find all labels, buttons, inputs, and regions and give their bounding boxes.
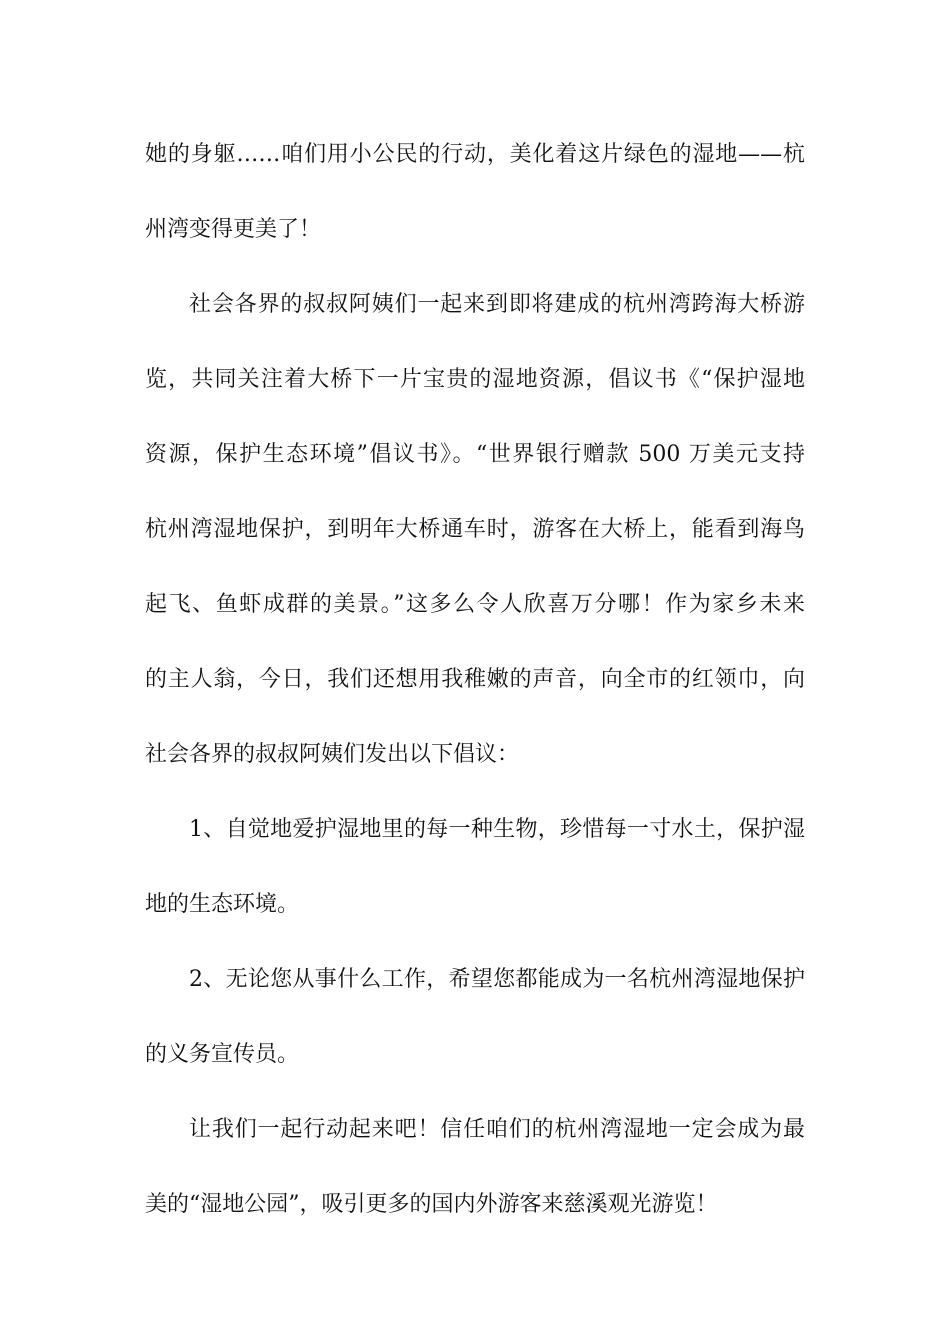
text-line: 览，共同关注着大桥下一片宝贵的湿地资源，倡议书《“保护湿地: [145, 367, 805, 392]
text-line: 地的生态环境。: [145, 892, 300, 917]
paragraph-first-line: 社会各界的叔叔阿姨们一起来到即将建成的杭州湾跨海大桥游: [189, 292, 805, 317]
text-line: 资源，保护生态环境”倡议书》。“世界银行赠款 500 万美元支持: [145, 442, 805, 467]
paragraph-first-line: 让我们一起行动起来吧！信任咱们的杭州湾湿地一定会成为最: [189, 1117, 805, 1142]
text-line: 美的“湿地公园”，吸引更多的国内外游客来慈溪观光游览！: [145, 1192, 718, 1217]
text-line: 州湾变得更美了！: [145, 217, 322, 242]
text-line: 她的身躯……咱们用小公民的行动，美化着这片绿色的湿地——杭: [145, 142, 805, 167]
text-line: 的义务宣传员。: [145, 1042, 300, 1067]
text-line: 的主人翁，今日，我们还想用我稚嫩的声音，向全市的红领巾，向: [145, 667, 805, 692]
text-line: 杭州湾湿地保护，到明年大桥通车时，游客在大桥上，能看到海鸟: [145, 517, 805, 542]
text-line: 社会各界的叔叔阿姨们发出以下倡议：: [145, 742, 520, 767]
text-line: 起飞、鱼虾成群的美景。”这多么令人欣喜万分哪！作为家乡未来: [145, 592, 805, 617]
proposal-item-2: 2、无论您从事什么工作，希望您都能成为一名杭州湾湿地保护: [189, 967, 805, 992]
proposal-item-1: 1、自觉地爱护湿地里的每一种生物，珍惜每一寸水土，保护湿: [189, 817, 805, 842]
